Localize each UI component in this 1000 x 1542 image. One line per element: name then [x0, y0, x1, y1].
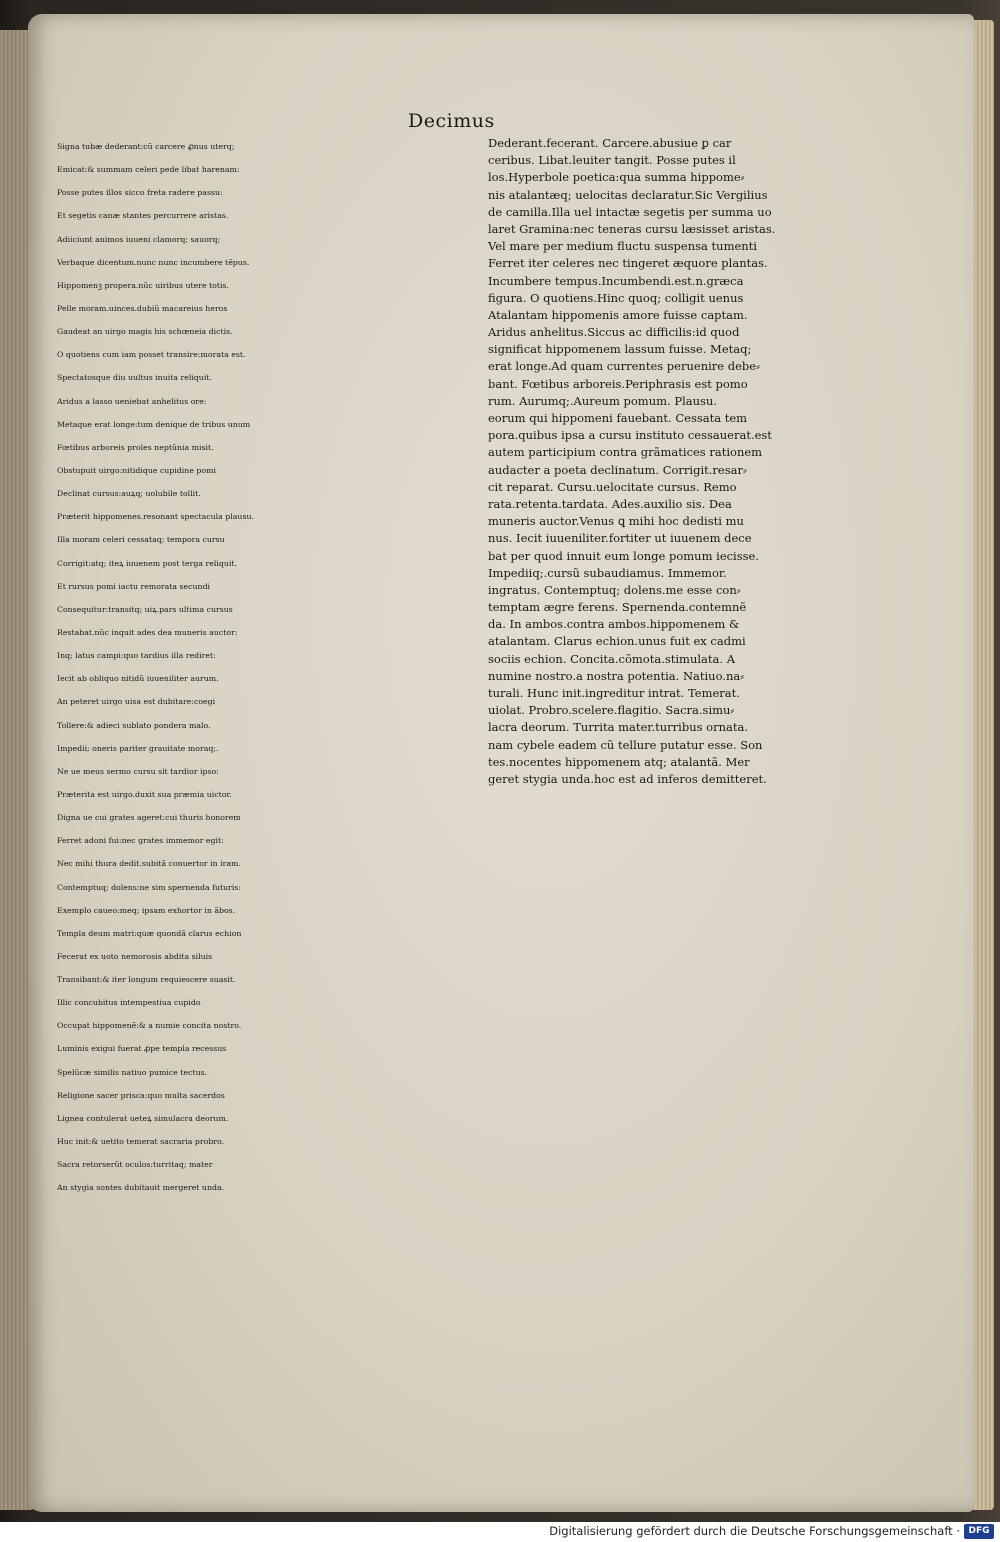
commentary-line: nam cybele eadem cũ tellure putatur esse. Son [488, 737, 763, 752]
commentary-line: da. In ambos.contra ambos.hippomenem & [488, 617, 740, 632]
running-head: Decimus [408, 110, 495, 132]
commentary-line: tes.nocentes hippomenem atq; atalantã. Mer [488, 754, 750, 769]
commentary-line: figura. O quotiens.Hinc quoq; colligit uenus [488, 290, 744, 305]
verse-line: Gaudeat an uirgo magis his schœneia dictis. [57, 327, 233, 337]
verse-line: Contemptuq; dolens:ne sim spernenda futuris: [57, 882, 242, 892]
commentary-line: cit reparat. Cursu.uelocitate cursus. Remo [488, 479, 737, 494]
commentary-line: Aridus anhelitus.Siccus ac difficilis:id quod [488, 325, 740, 340]
verse-line: Signa tubæ dederant:cũ carcere ꝓnus uterq; [57, 142, 235, 151]
commentary-line: autem participium contra grãmatices rationem [488, 445, 763, 460]
verse-line: Lignea contulerat ueteꝝ simulacra deorum. [57, 1113, 229, 1123]
commentary-line: nis atalantæq; uelocitas declaratur.Sic Vergilius [488, 187, 768, 202]
commentary-line: temptam ægre ferens. Spernenda.contemnẽ [488, 600, 747, 615]
commentary-line: Incumbere tempus.Incumbendi.est.n.græca [488, 273, 744, 288]
commentary-line: Vel mare per medium fluctu suspensa tumenti [488, 239, 757, 254]
verse-line: O quotiens cum iam posset transire:morata est. [57, 350, 246, 360]
commentary-line: bant. Fœtibus arboreis.Periphrasis est pomo [488, 376, 748, 391]
verse-line: Præterit hippomenes.resonant spectacula plausu. [57, 512, 254, 522]
verse-line: Fecerat ex uoto nemorosis abdita siluis [57, 951, 213, 961]
commentary-line: uiolat. Probro.scelere.flagitio. Sacra.simu⸗ [488, 703, 735, 718]
verse-line: Hippomenꝫ propera.nũc uiribus utere totis. [57, 280, 229, 290]
verse-line: Impedii; oneris pariter grauitate moraq;. [57, 743, 219, 753]
verse-line: Declinat cursus:auꝝq; uolubile tollit. [57, 489, 201, 499]
verse-line: Consequitur:transitq; uiꝝ.pars ultima cursus [57, 604, 233, 614]
verse-line: Religione sacer prisca:quo multa sacerdos [57, 1090, 225, 1100]
commentary-line: turali. Hunc init.ingreditur intrat. Temerat. [488, 686, 740, 700]
verse-line: Huc init:& uetito temerat sacraria probro. [57, 1137, 225, 1147]
commentary-line: Atalantam hippomenis amore fuisse captam. [488, 307, 748, 322]
verse-line: Et segetis canæ stantes percurrere aristas. [57, 211, 229, 221]
verse-line: Sacra retorserũt oculos:turritaq; mater [57, 1160, 213, 1170]
commentary-column [488, 135, 833, 788]
dfg-logo: DFG [964, 1524, 994, 1539]
commentary-line: lacra deorum. Turrita mater.turribus ornata. [488, 720, 748, 735]
commentary-line: audacter a poeta declinatum. Corrigit.resar⸗ [488, 462, 747, 477]
verse-line: Obstupuit uirgo:nitidique cupidine pomi [57, 465, 216, 475]
commentary-line: ceribus. Libat.leuiter tangit. Posse putes il [488, 153, 736, 168]
commentary-line: Impediiq;.cursũ subaudiamus. Immemor. [488, 565, 727, 580]
verse-line: Illa moram celeri cessataq; tempora cursu [57, 535, 225, 545]
verse-line: Occupat hippomenẽ:& a numie concita nostro. [57, 1021, 242, 1031]
commentary-line: erat longe.Ad quam currentes peruenire debe⸗ [488, 359, 760, 374]
commentary-line: eorum qui hippomeni fauebant. Cessata tem [488, 411, 748, 425]
verse-line: Iecit ab obliquo nitidũ iuueniliter aurum. [57, 674, 219, 684]
commentary-line: los.Hyperbole poetica:qua summa hippome⸗ [488, 170, 745, 185]
verse-line: Inq; latus campi:quo tardius illa rediret: [57, 651, 216, 661]
verse-column [57, 135, 497, 1199]
commentary-line: laret Gramina:nec teneras cursu læsisset aristas. [488, 221, 776, 236]
commentary-line: bat per quod innuit eum longe pomum iecisse. [488, 548, 760, 563]
commentary-line: geret stygia unda.hoc est ad inferos demitteret. [488, 771, 767, 786]
verse-line: Digna ue cui grates ageret:cui thuris honorem [57, 813, 241, 823]
verse-line: Aridus a lasso ueniebat anhelitus ore: [57, 396, 207, 406]
verse-line: Exemplo caueo:meq; ipsam exhortor in ãbos. [57, 905, 236, 915]
commentary-line: Dederant.fecerant. Carcere.abusiue ꝑ car [488, 136, 732, 150]
commentary-line: sociis echion. Concita.cõmota.stimulata. A [488, 651, 735, 666]
footer-credit: Digitalisierung gefördert durch die Deutsche Forschungsgemeinschaft · [549, 1524, 960, 1538]
verse-line: An stygia sontes dubitauit mergeret unda. [57, 1183, 225, 1193]
verse-line: Transibant:& iter longum requiescere suasit. [57, 975, 236, 985]
commentary-line: nus. Iecit iuueniliter.fortiter ut iuuenem dece [488, 531, 752, 546]
verse-line: Templa deum matri:quæ quondã clarus echion [57, 928, 242, 938]
verse-line: Fœtibus arboreis proles neptũnia misit. [57, 442, 214, 452]
verse-line: Præterita est uirgo.duxit sua præmia uictor. [57, 789, 232, 799]
verse-line: An peteret uirgo uisa est dubitare:coegi [57, 697, 216, 707]
verse-line: Metaque erat longe:tum denique de tribus unum [57, 419, 251, 429]
verse-line: Adiiciunt animos iuueni clamorq; sauorq; [57, 234, 221, 244]
verse-line: Emicat:& summam celeri pede libat harenam: [57, 165, 240, 175]
commentary-line: de camilla.Illa uel intactæ segetis per summa uo [488, 204, 772, 219]
verse-line: Posse putes illos sicco freta radere passu: [57, 188, 223, 198]
commentary-line: rum. Aurumq;.Aureum pomum. Plausu. [488, 393, 717, 408]
commentary-line: numine nostro.a nostra potentia. Natiuo.na⸗ [488, 668, 745, 683]
verse-line: Nec mihi thura dedit.subitã conuertor in iram. [57, 859, 241, 869]
commentary-line: significat hippomenem lassum fuisse. Metaq; [488, 342, 752, 357]
commentary-line: ingratus. Contemptuq; dolens.me esse con⸗ [488, 582, 741, 597]
verse-line: Pelle moram.uinces.dubiũ macareius heros [57, 303, 228, 313]
verse-line: Corrigit:atq; iteꝝ iuuenem post terga reliquit. [57, 558, 237, 568]
commentary-line: Ferret iter celeres nec tingeret æquore plantas. [488, 256, 768, 271]
verse-line: Luminis exigui fuerat ꝓpe templa recessus [57, 1044, 227, 1054]
commentary-line: muneris auctor.Venus ꝗ mihi hoc dedisti mu [488, 514, 744, 529]
verse-line: Spelũcæ similis natiuo pumice tectus. [57, 1067, 208, 1077]
commentary-line: rata.retenta.tardata. Ades.auxilio sis. Dea [488, 496, 732, 511]
verse-line: Spectatosque diu uultus inuita reliquit. [57, 373, 212, 383]
verse-line: Illic concubitus intempestiua cupido [57, 998, 201, 1008]
verse-line: Restabat.nũc inquit ades dea muneris auctor: [57, 627, 238, 637]
verse-line: Et rursus pomi iactu remorata secundi [57, 581, 211, 591]
digitization-footer [0, 1522, 1000, 1542]
verse-line: Ferret adoni fui:nec grates immemor egit: [57, 836, 224, 846]
commentary-line: atalantam. Clarus echion.unus fuit ex cadmi [488, 634, 746, 649]
verse-line: Verbaque dicentum.nunc nunc incumbere tẽpus. [57, 257, 250, 267]
commentary-line: pora.quibus ipsa a cursu instituto cessauerat.est [488, 428, 772, 443]
verse-line: Tollere:& adieci sublato pondera malo. [57, 720, 211, 730]
verse-line: Ne ue meus sermo cursu sit tardior ipso: [57, 766, 219, 776]
